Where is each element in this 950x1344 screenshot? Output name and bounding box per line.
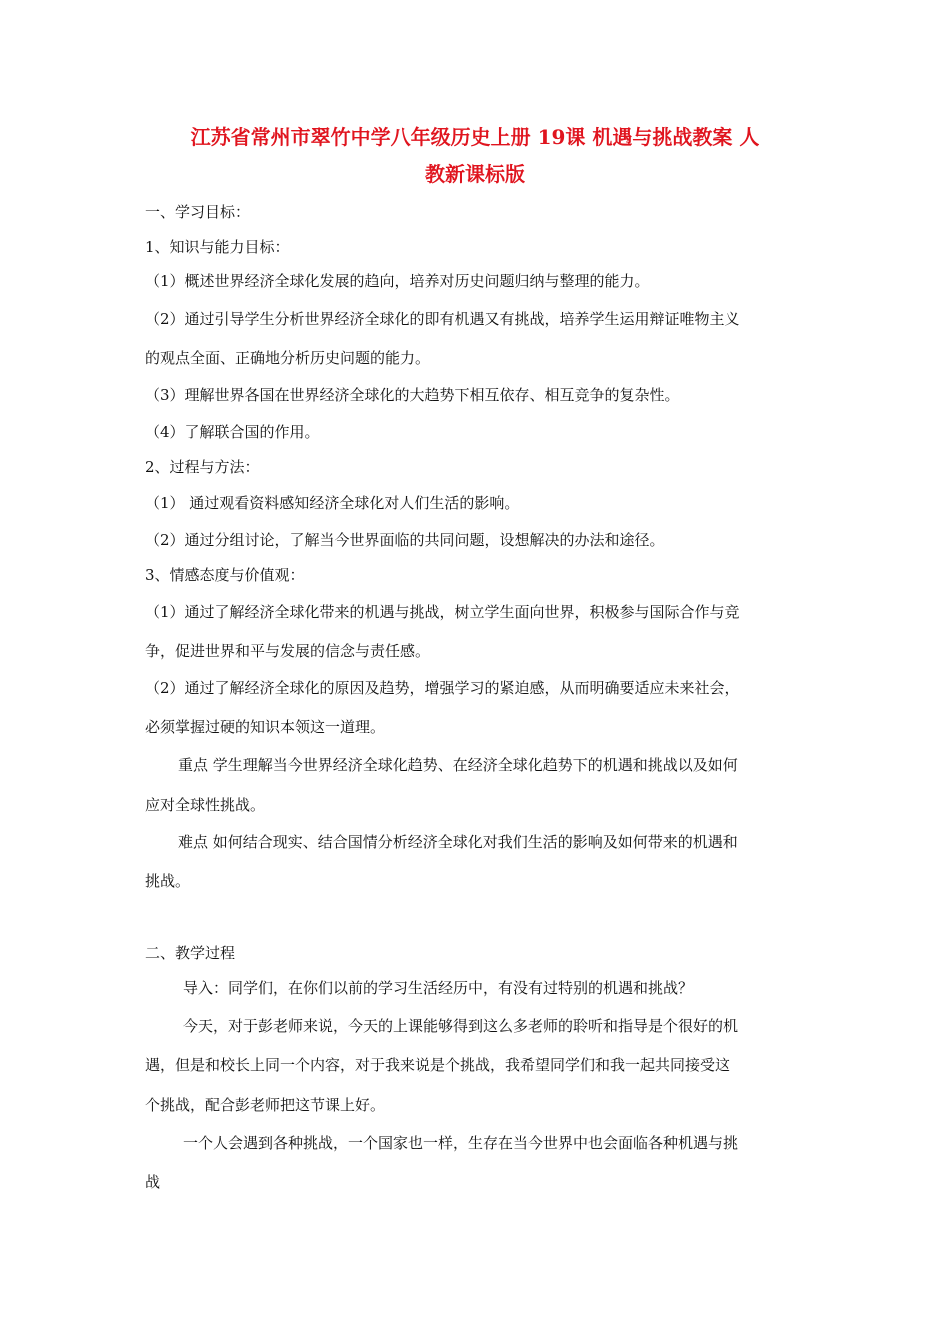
objective-2-1: （1） 通过观看资料感知经济全球化对人们生活的影响。 (145, 494, 520, 512)
objective-3-1-line-1: （1）通过了解经济全球化带来的机遇与挑战，树立学生面向世界，积极参与国际合作与竞 (145, 603, 740, 621)
paragraph-2-line-1: 一个人会遇到各种挑战，一个国家也一样，生存在当今世界中也会面临各种机遇与挑 (183, 1134, 739, 1152)
objective-3-2-line-1: （2）通过了解经济全球化的原因及趋势，增强学习的紧迫感，从而明确要适应未来社会， (145, 679, 740, 697)
paragraph-2-line-2: 战 (145, 1173, 161, 1191)
key-point-line-2: 应对全球性挑战。 (145, 796, 266, 814)
objective-3-1-line-2: 争，促进世界和平与发展的信念与责任感。 (145, 642, 431, 660)
objective-3-2-line-2: 必须掌握过硬的知识本领这一道理。 (145, 718, 386, 736)
paragraph-1-line-3: 个挑战，配合彭老师把这节课上好。 (145, 1096, 386, 1114)
objective-2-2: （2）通过分组讨论，了解当今世界面临的共同问题，设想解决的办法和途径。 (145, 531, 665, 549)
key-point-line-1: 重点 学生理解当今世界经济全球化趋势、在经济全球化趋势下的机遇和挑战以及如何 (178, 756, 738, 774)
section-1-heading: 一、学习目标： (145, 203, 251, 221)
paragraph-1-line-1: 今天，对于彭老师来说，今天的上课能够得到这么多老师的聆听和指导是个很好的机 (183, 1017, 739, 1035)
section-2-heading: 二、教学过程 (145, 944, 236, 962)
objective-1-2-line-2: 的观点全面、正确地分析历史问题的能力。 (145, 349, 431, 367)
intro-paragraph: 导入：同学们，在你们以前的学习生活经历中，有没有过特别的机遇和挑战？ (183, 979, 694, 997)
objective-1-3: （3）理解世界各国在世界经济全球化的大趋势下相互依存、相互竞争的复杂性。 (145, 386, 680, 404)
difficulty-line-2: 挑战。 (145, 872, 191, 890)
document-title-line-1: 江苏省常州市翠竹中学八年级历史上册 19课 机遇与挑战教案 人 (190, 125, 760, 149)
objective-1-2-line-1: （2）通过引导学生分析世界经济全球化的即有机遇又有挑战，培养学生运用辩证唯物主义 (145, 310, 740, 328)
subsection-2-heading: 2、过程与方法： (145, 458, 260, 476)
subsection-1-heading: 1、知识与能力目标： (145, 238, 290, 256)
subsection-3-heading: 3、情感态度与价值观： (145, 566, 305, 584)
objective-1-1: （1）概述世界经济全球化发展的趋向，培养对历史问题归纳与整理的能力。 (145, 272, 650, 290)
difficulty-line-1: 难点 如何结合现实、结合国情分析经济全球化对我们生活的影响及如何带来的机遇和 (178, 833, 738, 851)
paragraph-1-line-2: 遇，但是和校长上同一个内容，对于我来说是个挑战，我希望同学们和我一起共同接受这 (145, 1056, 731, 1074)
document-title-line-2: 教新课标版 (425, 162, 525, 186)
objective-1-4: （4）了解联合国的作用。 (145, 423, 320, 441)
